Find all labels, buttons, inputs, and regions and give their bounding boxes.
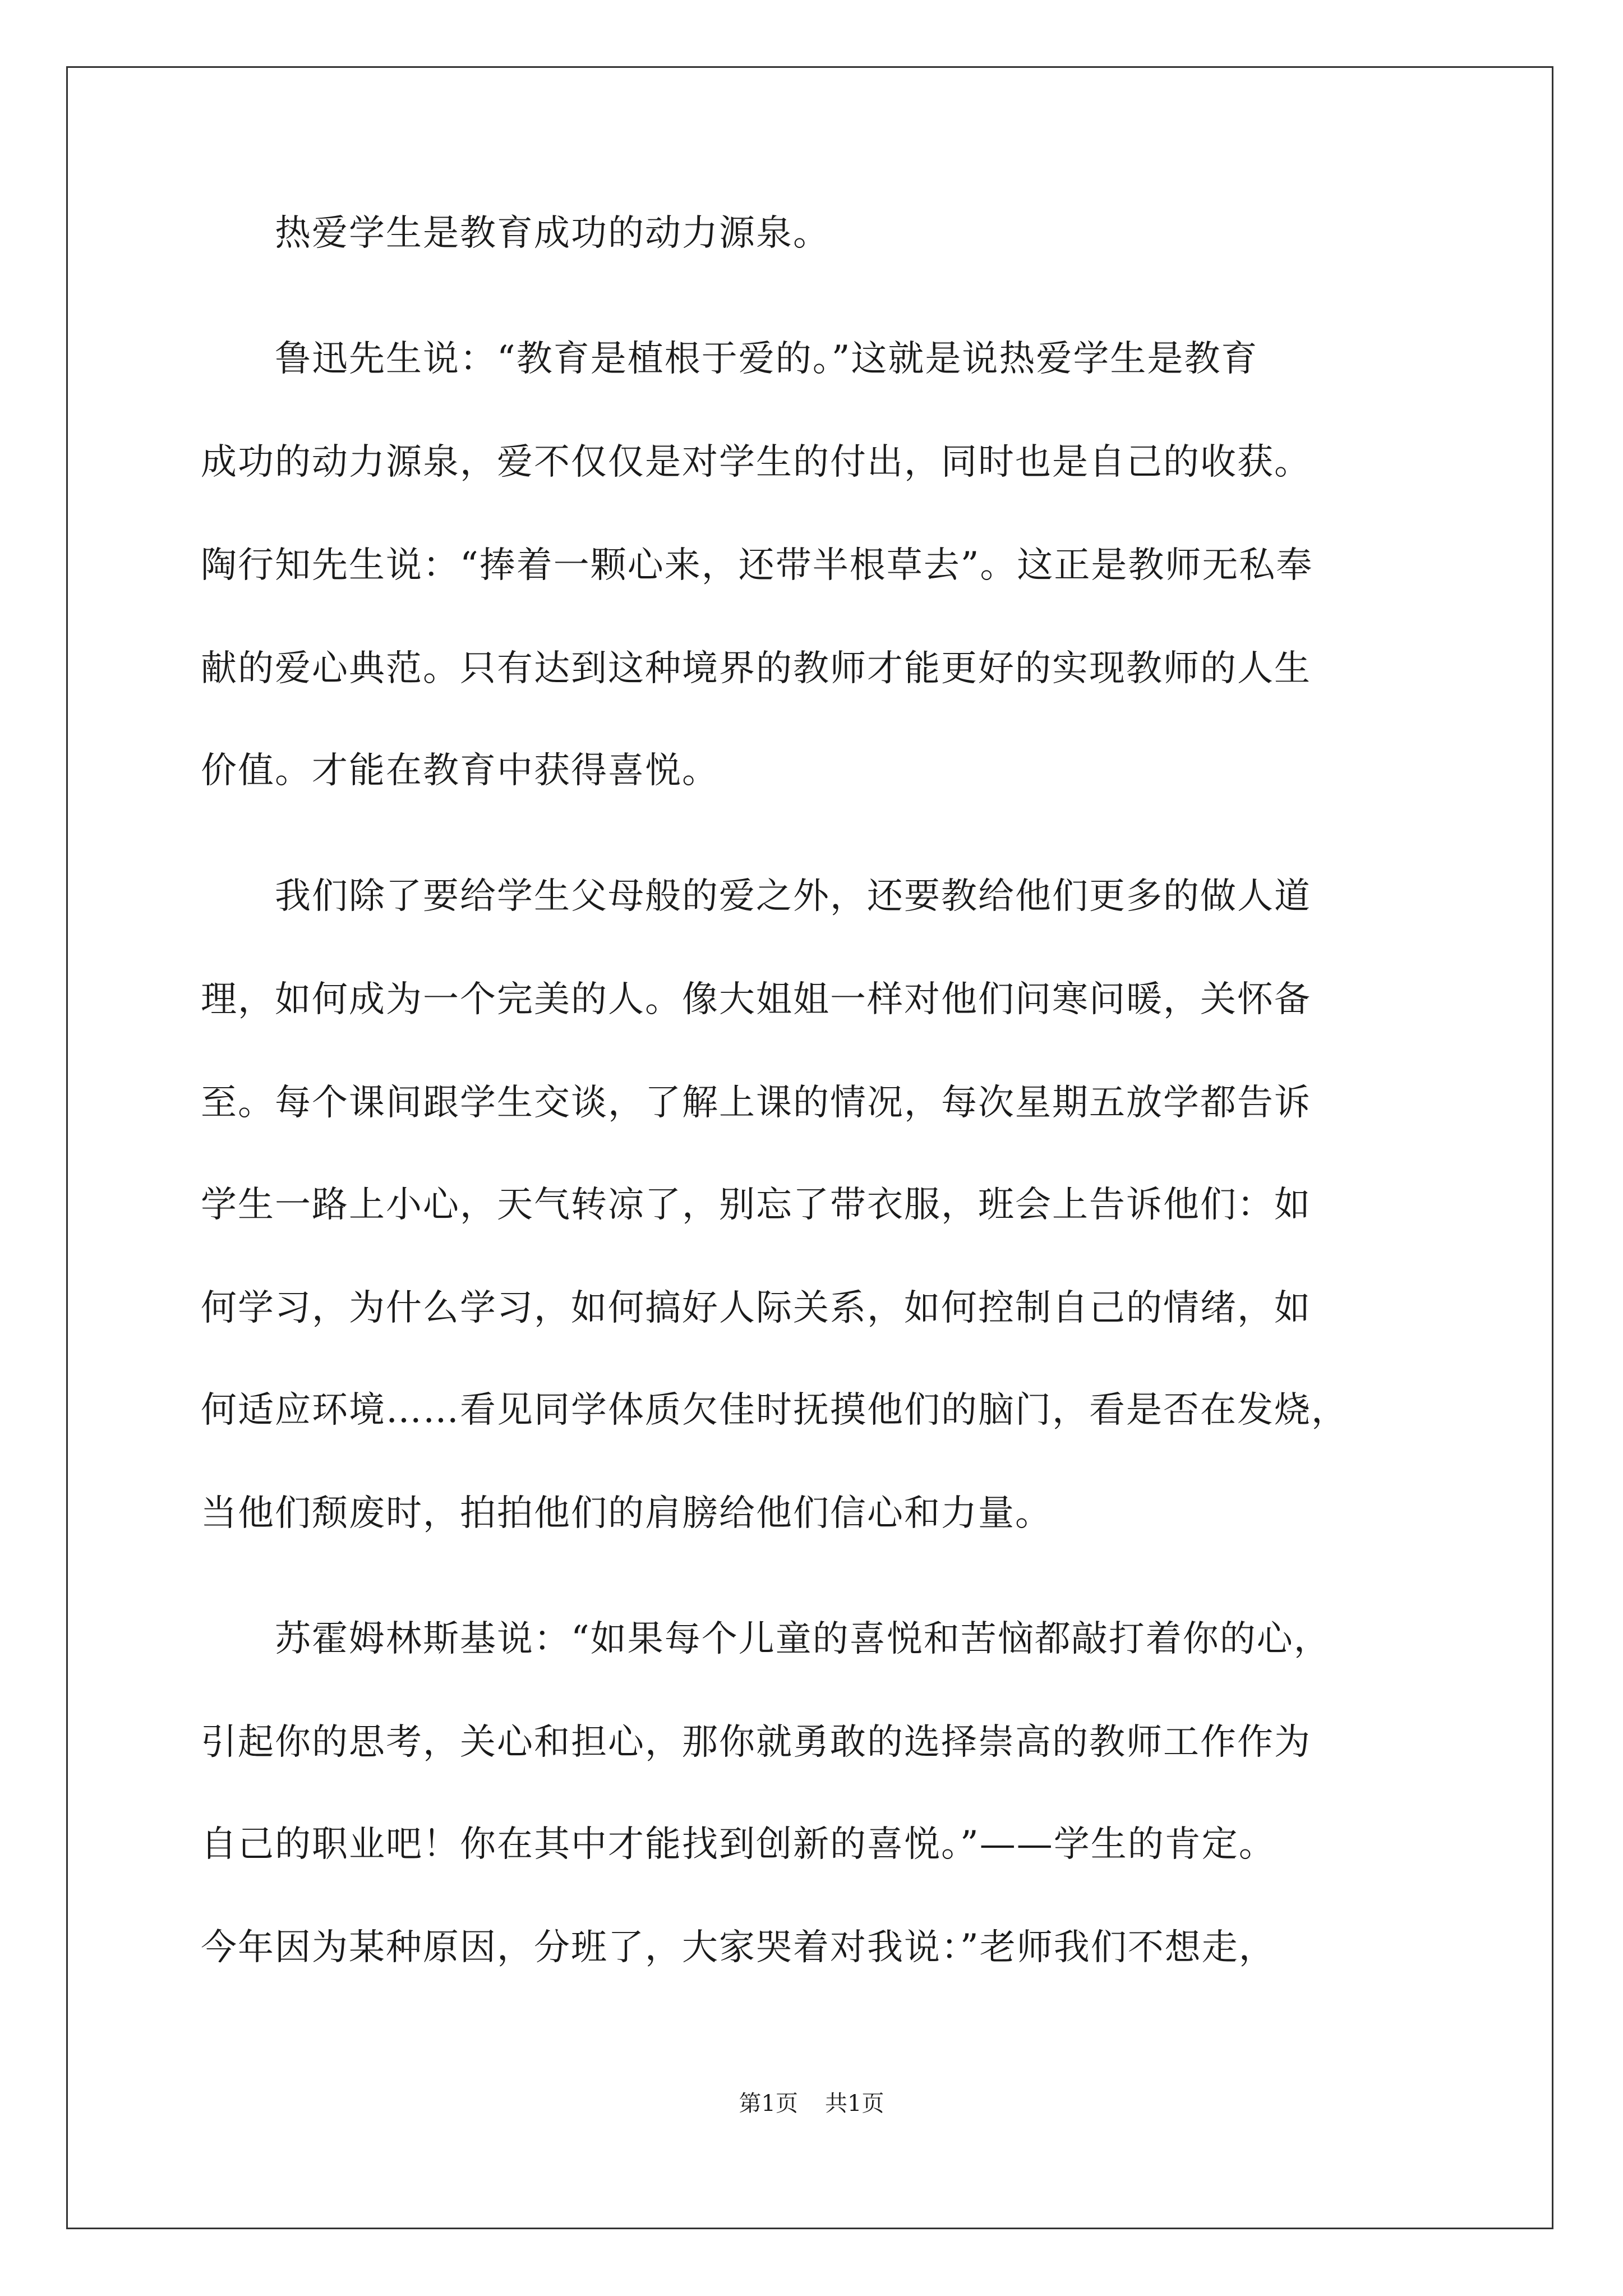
- text-line: 陶行知先生说：“捧着一颗心来，还带半根草去”。这正是教师无私奉: [201, 545, 1313, 586]
- text-line: 理，如何成为一个完美的人。像大姐姐一样对他们问寒问暖，关怀备: [201, 979, 1311, 1020]
- page-number: 第1页: [739, 2091, 798, 2116]
- text-line: 学生一路上小心，天气转凉了，别忘了带衣服，班会上告诉他们：如: [201, 1184, 1311, 1226]
- text-line: 苏霍姆林斯基说：“如果每个儿童的喜悦和苦恼都敲打着你的心，: [275, 1618, 1331, 1660]
- text-line: 鲁迅先生说：“教育是植根于爱的。”这就是说热爱学生是教育: [275, 338, 1258, 380]
- text-line: 价值。才能在教育中获得喜悦。: [201, 750, 719, 792]
- page-footer: [0, 2087, 1623, 2120]
- text-line: 献的爱心典范。只有达到这种境界的教师才能更好的实现教师的人生: [201, 648, 1311, 689]
- page-total: 共1页: [825, 2091, 884, 2116]
- text-line: 何学习，为什么学习，如何搞好人际关系，如何控制自己的情绪，如: [201, 1287, 1311, 1329]
- text-line: 至。每个课间跟学生交谈，了解上课的情况，每次星期五放学都告诉: [201, 1082, 1311, 1124]
- text-line: 自己的职业吧！你在其中才能找到创新的喜悦。”——学生的肯定。: [201, 1824, 1276, 1865]
- text-line: 引起你的思考，关心和担心，那你就勇敢的选择崇高的教师工作作为: [201, 1722, 1311, 1763]
- text-line: 何适应环境……看见同学体质欠佳时抚摸他们的脑门，看是否在发烧，: [201, 1389, 1348, 1431]
- text-line: 我们除了要给学生父母般的爱之外，还要教给他们更多的做人道: [275, 876, 1311, 917]
- page-border: [66, 66, 1553, 2229]
- text-line: 今年因为某种原因，分班了，大家哭着对我说：”老师我们不想走，: [201, 1927, 1276, 1968]
- text-line: 当他们颓废时，拍拍他们的肩膀给他们信心和力量。: [201, 1493, 1052, 1534]
- text-line: 热爱学生是教育成功的动力源泉。: [275, 213, 830, 254]
- text-line: 成功的动力源泉，爱不仅仅是对学生的付出，同时也是自己的收获。: [201, 441, 1311, 483]
